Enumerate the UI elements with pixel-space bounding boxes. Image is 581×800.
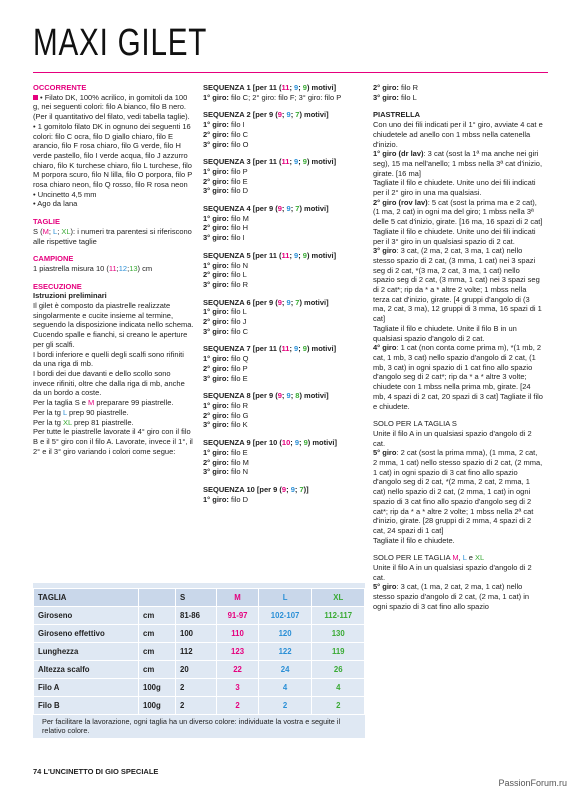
table-cell: 2 bbox=[312, 697, 365, 715]
round-line: 2° giro: filo J bbox=[203, 317, 247, 327]
table-cell: S bbox=[176, 589, 217, 607]
round-line: 1° giro: filo D bbox=[203, 494, 249, 504]
sequence-heading: SEQUENZA 9 [per 10 (10; 9; 9) motivi] bbox=[203, 438, 337, 448]
round-line: 2° giro: filo P bbox=[203, 363, 248, 373]
sequence-heading: SEQUENZA 5 [per 11 (11; 9; 9) motivi] bbox=[203, 250, 337, 260]
table-cell: cm bbox=[139, 607, 176, 625]
round-instruction: 1° giro (dr lav): 3 cat (sost la 1ª ma anche nei giri seg), 15 ma nell'anello; 1 mbss nella 3ª cat d'inizio, girate. [16 ma] bbox=[373, 149, 543, 178]
table-cell: 100g bbox=[139, 679, 176, 697]
table-cell: M bbox=[217, 589, 258, 607]
round-line: 3° giro: filo C bbox=[203, 326, 249, 336]
instruction-paragraph: Tagliate il filo e chiudete. bbox=[373, 535, 455, 545]
round-line: 2° giro: filo C bbox=[203, 129, 249, 139]
round-line: 3° giro: filo D bbox=[203, 186, 249, 196]
sequence-block bbox=[203, 157, 364, 196]
sequence-block bbox=[203, 83, 364, 102]
table-cell: 130 bbox=[312, 625, 365, 643]
round-line: 2° giro: filo H bbox=[203, 223, 249, 233]
round-line: 3° giro: filo O bbox=[203, 139, 249, 149]
round-line: 2° giro: filo M bbox=[203, 457, 249, 467]
sequence-block bbox=[203, 438, 364, 477]
round-line: 1° giro: filo L bbox=[203, 307, 247, 317]
table-cell: 4 bbox=[312, 679, 365, 697]
round-line: 3° giro: filo K bbox=[203, 420, 248, 430]
column-2 bbox=[203, 83, 364, 512]
table-cell: 100g bbox=[139, 697, 176, 715]
instruction-paragraph: Per la taglia S e M preparare 99 piastrelle. bbox=[33, 398, 174, 408]
materials-item: • Filato DK, 100% acrilico, in gomitoli da 100 g, nei seguenti colori: filo A bianco, filo B nero. (Per il quantitativo del filato, vedi tabella taglie). bbox=[33, 92, 190, 122]
table-row bbox=[34, 697, 365, 715]
column-1 bbox=[33, 83, 194, 456]
title-rule bbox=[33, 72, 548, 73]
table-row bbox=[34, 679, 365, 697]
table-cell: 122 bbox=[258, 643, 312, 661]
table-cell: 20 bbox=[176, 661, 217, 679]
round-line: 3° giro: filo L bbox=[373, 92, 417, 102]
materials-item: • Uncinetto 4,5 mm bbox=[33, 189, 97, 199]
sequence-heading: SEQUENZA 6 [per 9 (9; 9; 7) motivi] bbox=[203, 297, 329, 307]
table-note: Per facilitare la lavorazione, ogni taglia ha un diverso colore: individuate la vostra e seguite il relativo colore. bbox=[42, 717, 341, 735]
table-cell: 24 bbox=[258, 661, 312, 679]
instruction-paragraph: Unite il filo A in un qualsiasi spazio d'angolo di 2 cat. bbox=[373, 428, 532, 448]
gauge-text: 1 piastrella misura 10 (11;12;13) cm bbox=[33, 263, 153, 273]
round-line: 2° giro: filo G bbox=[203, 410, 249, 420]
subsection-heading: Istruzioni preliminari bbox=[33, 291, 107, 301]
round-line: 1° giro: filo P bbox=[203, 166, 248, 176]
round-line: 3° giro: filo I bbox=[203, 233, 245, 243]
round-instruction: 2° giro (rov lav): 5 cat (sost la prima ma e 2 cat), (1 ma, 2 cat) in ogni ma del giro; 1 mbss nella 3ª delle 5 cat d'inizio, girate. [16 ma, 16 spazi di 2 cat] bbox=[373, 197, 543, 227]
instruction-paragraph: Tagliate il filo e chiudete. Unite uno dei fili indicati per il 2° giro in una ma qualsiasi. bbox=[373, 178, 536, 198]
sequence-block bbox=[203, 110, 364, 149]
table-cell: 120 bbox=[258, 625, 312, 643]
table-cell: TAGLIA bbox=[34, 589, 139, 607]
sequence-block bbox=[203, 344, 364, 383]
round-line: 1° giro: filo C; 2° giro: filo F; 3° giro: filo P bbox=[203, 92, 342, 102]
sequence-heading: SEQUENZA 10 [per 9 (9; 9; 7)] bbox=[203, 484, 309, 494]
table-cell: cm bbox=[139, 643, 176, 661]
table-cell: L bbox=[258, 589, 312, 607]
page-footer bbox=[33, 767, 158, 776]
table-cell: 2 bbox=[176, 697, 217, 715]
size-mlxl-heading: SOLO PER LE TAGLIA M, L e XL bbox=[373, 553, 485, 563]
instruction-paragraph: Il gilet è composto da piastrelle realizzate singolarmente e cucite insieme al termine, seguendo la disposizione indicata nello schema. Cucendo spalle e fianchi, si creano le aperture per gli scalfi. bbox=[33, 301, 194, 349]
instruction-paragraph: Per tutte le piastrelle lavorate il 4° giro con il filo B e il 5° giro con il filo A. Lavorate, invece il 1°, il 2° e il 3° giro variando i colori come segue: bbox=[33, 427, 193, 456]
sequence-block bbox=[203, 485, 364, 504]
instruction-paragraph: Per la tg L prep 90 piastrelle. bbox=[33, 407, 129, 417]
table-cell: 22 bbox=[217, 661, 258, 679]
instruction-paragraph: I bordi inferiore e quelli degli scalfi sono rifiniti da una riga di mb. bbox=[33, 349, 184, 369]
sequence-block bbox=[203, 204, 364, 243]
table-cell: 2 bbox=[258, 697, 312, 715]
table-cell: 91-97 bbox=[217, 607, 258, 625]
table-cell: Giroseno effettivo bbox=[34, 625, 139, 643]
sequence-heading: SEQUENZA 1 [per 11 (11; 9; 9) motivi] bbox=[203, 83, 337, 92]
size-s-heading: SOLO PER LA TAGLIA S bbox=[373, 419, 457, 429]
table-cell: Altezza scalfo bbox=[34, 661, 139, 679]
table-cell: 4 bbox=[258, 679, 312, 697]
table-cell: 102-107 bbox=[258, 607, 312, 625]
sequence-block bbox=[203, 298, 364, 337]
table-cell: 2 bbox=[176, 679, 217, 697]
instruction-paragraph: Unite il filo A in un qualsiasi spazio d'angolo di 2 cat. bbox=[373, 563, 532, 582]
materials-item: • Ago da lana bbox=[33, 199, 78, 209]
sequence-block bbox=[203, 251, 364, 290]
watermark: PassionForum.ru bbox=[498, 778, 567, 788]
section-esecuzione: ESECUZIONE bbox=[33, 281, 82, 291]
sequence-heading: SEQUENZA 8 [per 9 (9; 9; 8) motivi] bbox=[203, 391, 329, 401]
table-cell: 112-117 bbox=[312, 607, 365, 625]
round-line: 3° giro: filo N bbox=[203, 467, 249, 477]
round-line: 2° giro: filo R bbox=[373, 83, 419, 92]
table-cell: 110 bbox=[217, 625, 258, 643]
round-instruction: 5° giro: 2 cat (sost la prima mma), (1 mma, 2 cat, 2 mma, 1 cat) nello stesso spazio di 2 cat, (2 mma, 1 cat) in ogni spazio di 3 cat fino allo spazio d'angolo seg di 2 cat, *(2 mma, 2 cat, 2 mma, 1 cat) nello spazio di 2 cat, (2 mma, 1 cat) in ogni spazio di 3 cat fino allo spazio d'angolo seg di 2 cat*; rip da * a * altre 2 volte; 1 mbss nella 2ª cat d'inizio, girate. [28 gruppi di 2 mma, 4 spazi di 2 cat, 24 spazi di 1 cat] bbox=[373, 448, 543, 535]
instruction-paragraph: Con uno dei fili indicati per il 1° giro, avviate 4 cat e chiudetele ad anello con 1 mbss nella catenella d'inizio. bbox=[373, 120, 543, 149]
round-line: 2° giro: filo L bbox=[203, 270, 247, 280]
size-table bbox=[33, 588, 365, 715]
table-row bbox=[34, 661, 365, 679]
round-line: 1° giro: filo Q bbox=[203, 354, 249, 364]
table-row bbox=[34, 607, 365, 625]
table-row bbox=[34, 643, 365, 661]
round-line: 2° giro: filo E bbox=[203, 176, 248, 186]
round-line: 1° giro: filo I bbox=[203, 120, 245, 130]
round-line: 1° giro: filo R bbox=[203, 400, 249, 410]
table-cell bbox=[139, 589, 176, 607]
table-cell: 123 bbox=[217, 643, 258, 661]
table-cell: cm bbox=[139, 625, 176, 643]
round-line: 1° giro: filo M bbox=[203, 213, 249, 223]
sequence-heading: SEQUENZA 7 [per 11 (11; 9; 9) motivi] bbox=[203, 344, 337, 354]
page-number: 74 bbox=[33, 767, 42, 776]
sizes-text: S (M; L; XL): i numeri tra parentesi si riferiscono alle rispettive taglie bbox=[33, 226, 192, 246]
instruction-paragraph: Tagliate il filo e chiudete. Unite il filo B in un qualsiasi spazio d'angolo di 2 cat. bbox=[373, 323, 517, 343]
section-campione: CAMPIONE bbox=[33, 254, 74, 264]
round-instruction: 4° giro: 1 cat (non conta come prima m), *(1 mb, 2 cat, 1 mb, 3 cat) nello spazio d'angolo di 2 cat, (1 mb, 3 cat) in ogni spazio di 1 cat fino allo spazio d'angolo seg di 2 cat*; rip da * a * altre 3 volte; chiudete con 1 mbss nella prima mb, girate. [24 mb, 4 spazi di 2 cat, 20 spazi di 3 cat] Tagliate il filo e chiudete. bbox=[373, 343, 543, 411]
instruction-paragraph: Per la tg XL prep 81 piastrelle. bbox=[33, 417, 134, 427]
materials-item: • 1 gomitolo filato DK in ognuno dei seguenti 16 colori: filo C ocra, filo D giallo chiaro, filo E arancio, filo F rosa chiaro, filo G verde, filo H verde pastello, filo I verde acqua, filo J azzurro chiaro, filo K turchese chiaro, filo L turchese, filo M porpora scuro, filo N lilla, filo O porpora, filo P rosa chiaro neon, filo Q rosso, filo R rosa neon bbox=[33, 121, 193, 190]
table-cell: 100 bbox=[176, 625, 217, 643]
round-line: 3° giro: filo R bbox=[203, 279, 249, 289]
sequence-heading: SEQUENZA 2 [per 9 (9; 9; 7) motivi] bbox=[203, 110, 329, 120]
round-line: 3° giro: filo E bbox=[203, 373, 248, 383]
instruction-paragraph: I bordi dei due davanti e dello scollo sono invece rifiniti, oltre che dalla riga di mb, anche da un bordo a coste. bbox=[33, 368, 185, 398]
sequence-block bbox=[203, 391, 364, 430]
table-cell: 119 bbox=[312, 643, 365, 661]
table-cell: XL bbox=[312, 589, 365, 607]
section-taglie: TAGLIE bbox=[33, 217, 60, 227]
square-icon bbox=[33, 95, 38, 100]
table-cell: 2 bbox=[217, 697, 258, 715]
table-cell: 3 bbox=[217, 679, 258, 697]
page-title: MAXI GILET bbox=[33, 22, 208, 64]
table-row bbox=[34, 625, 365, 643]
round-instruction: 3° giro: 3 cat, (2 ma, 2 cat, 3 ma, 1 cat) nello stesso spazio di 2 cat, (3 mma, 1 cat) nei 3 spazi seg di 2 cat, *(3 ma, 2 cat, 3 ma, 1 cat) nello spazio seg di 2 cat, (3 mma, 1 cat) nei 3 spazi seg di 2 cat*; rip da * a * altre 2 volte; 1 mbss nella terza cat d'inizio, girate. [4 gruppi d'angolo di (3 ma, 2 cat, 3 ma), 12 gruppi di 3 mma, 16 spazi di 1 cat] bbox=[373, 246, 542, 324]
round-line: 1° giro: filo E bbox=[203, 447, 248, 457]
section-piastrella: PIASTRELLA bbox=[373, 110, 421, 120]
instruction-paragraph: Tagliate il filo e chiudete. Unite uno dei fili indicati per il 3° giro in un qualsiasi spazio di 2 cat. bbox=[373, 226, 536, 246]
table-cell: Filo B bbox=[34, 697, 139, 715]
table-cell: Giroseno bbox=[34, 607, 139, 625]
table-cell: cm bbox=[139, 661, 176, 679]
table-header-row bbox=[34, 589, 365, 607]
column-3 bbox=[373, 83, 543, 612]
table-cell: 26 bbox=[312, 661, 365, 679]
sequence-heading: SEQUENZA 3 [per 11 (11; 9; 9) motivi] bbox=[203, 157, 337, 167]
table-cell: Filo A bbox=[34, 679, 139, 697]
table-cell: Lunghezza bbox=[34, 643, 139, 661]
round-instruction: 5° giro: 3 cat, (1 ma, 2 cat, 2 ma, 1 cat) nello stesso spazio d'angolo di 2 cat, (2 ma, 1 cat) in ogni spazio di 3 cat fino allo spazio bbox=[373, 582, 530, 611]
sequence-heading: SEQUENZA 4 [per 9 (9; 9; 7) motivi] bbox=[203, 204, 329, 214]
table-cell: 81-86 bbox=[176, 607, 217, 625]
table-cell: 112 bbox=[176, 643, 217, 661]
magazine-name: L'UNCINETTO DI GIO SPECIALE bbox=[43, 767, 159, 776]
round-line: 1° giro: filo N bbox=[203, 260, 249, 270]
section-occorrente: OCCORRENTE bbox=[33, 83, 87, 92]
